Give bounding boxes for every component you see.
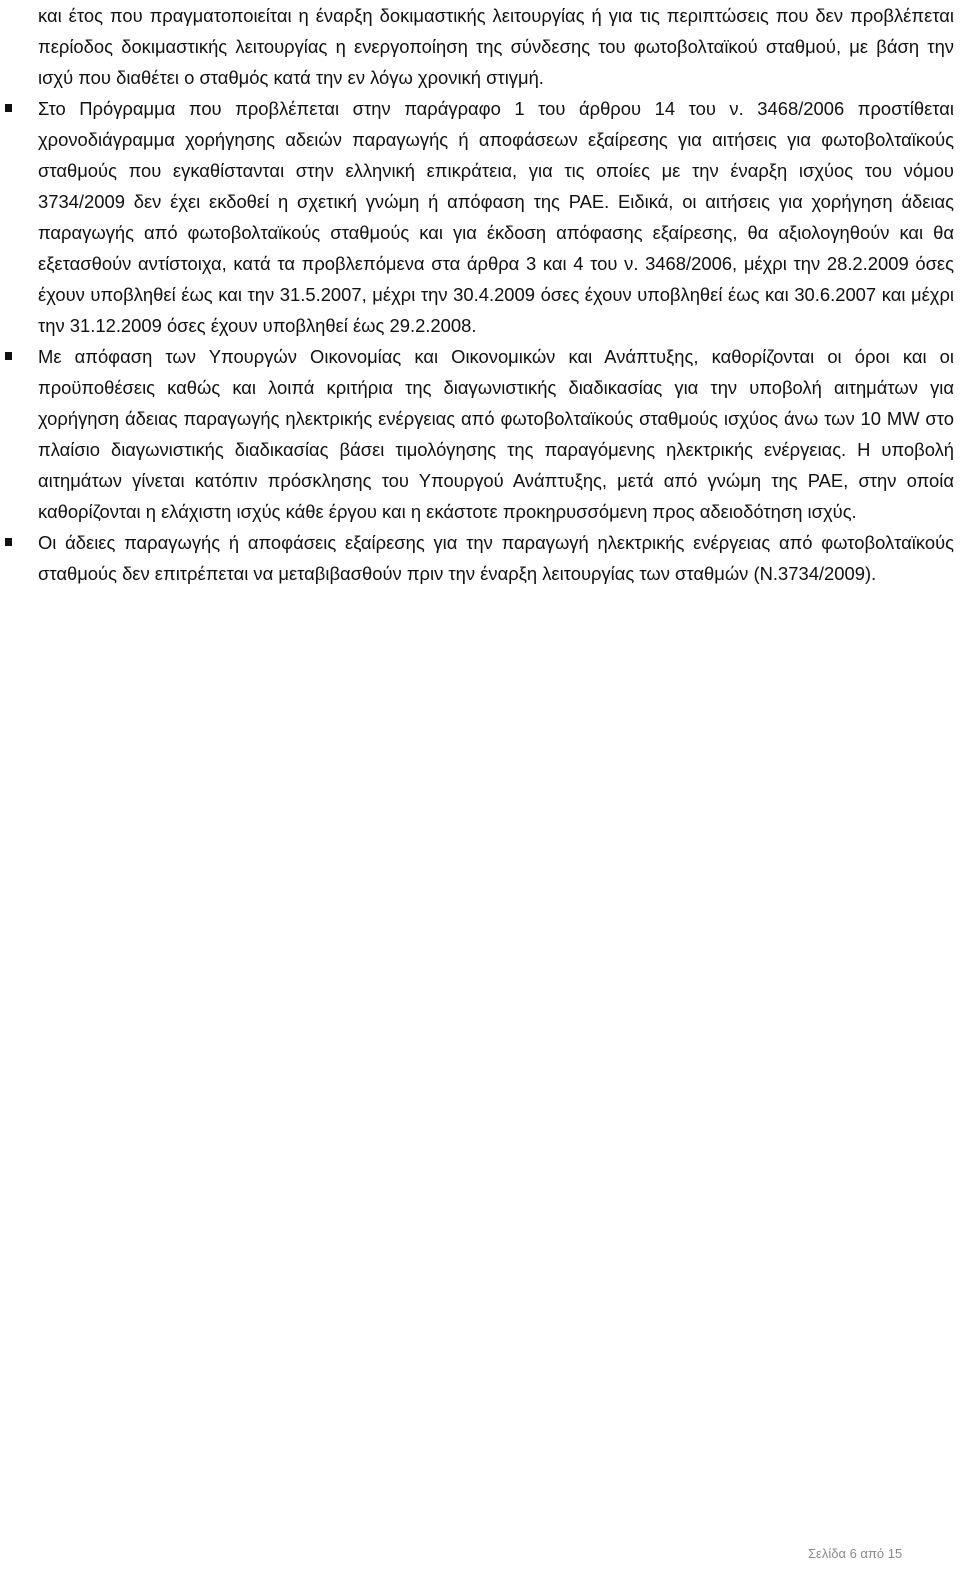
list-item <box>38 93 954 341</box>
list-item <box>38 527 954 589</box>
square-bullet-icon <box>5 538 12 546</box>
document-body <box>38 0 954 589</box>
page-number: Σελίδα 6 από 15 <box>808 1546 903 1561</box>
list-item-text: Οι άδειες παραγωγής ή αποφάσεις εξαίρεσης για την παραγωγή ηλεκτρικής ενέργειας από φωτοβολταϊκούς σταθμούς δεν επιτρέπεται να μεταβιβασθούν πριν την έναρξη λειτουργίας των σταθμών (Ν.3734/2009). <box>38 532 954 584</box>
list-item <box>38 341 954 527</box>
intro-paragraph: και έτος που πραγματοποιείται η έναρξη δοκιμαστικής λειτουργίας ή για τις περιπτώσεις που δεν προβλέπεται περίοδος δοκιμαστικής λειτουργίας η ενεργοποίηση της σύνδεσης του φωτοβολταϊκού σταθμού, με βάση την ισχύ που διαθέτει ο σταθμός κατά την εν λόγω χρονική στιγμή. <box>38 5 954 88</box>
list-item-text: Με απόφαση των Υπουργών Οικονομίας και Οικονομικών και Ανάπτυξης, καθορίζονται οι όροι και οι προϋποθέσεις καθώς και λοιπά κριτήρια της διαγωνιστικής διαδικασίας για την υποβολή αιτημάτων για χορήγηση άδειας παραγωγής ηλεκτρικής ενέργειας από φωτοβολταϊκούς σταθμούς ισχύος άνω των 10 MW στο πλαίσιο διαγωνιστικής διαδικασίας βάσει τιμολόγησης της παραγόμενης ηλεκτρικής ενέργειας. Η υποβολή αιτημάτων γίνεται κατόπιν πρόσκλησης του Υπουργού Ανάπτυξης, μετά από γνώμη της ΡΑΕ, στην οποία καθορίζονται η ελάχιστη ισχύς κάθε έργου και η εκάστοτε προκηρυσσόμενη προς αδειοδότηση ισχύς. <box>38 346 954 522</box>
square-bullet-icon <box>5 104 12 112</box>
list-item-text: Στο Πρόγραμμα που προβλέπεται στην παράγραφο 1 του άρθρου 14 του ν. 3468/2006 προστίθεται χρονοδιάγραμμα χορήγησης αδειών παραγωγής ή αποφάσεων εξαίρεσης για αιτήσεις για φωτοβολταϊκούς σταθμούς που εγκαθίστανται στην ελληνική επικράτεια, για τις οποίες με την έναρξη ισχύος του νόμου 3734/2009 δεν έχει εκδοθεί η σχετική γνώμη ή απόφαση της ΡΑΕ. Ειδικά, οι αιτήσεις για χορήγηση άδειας παραγωγής από φωτοβολταϊκούς σταθμούς και για έκδοση απόφασης εξαίρεσης, θα αξιολογηθούν και θα εξετασθούν αντίστοιχα, κατά τα προβλεπόμενα στα άρθρα 3 και 4 του ν. 3468/2006, μέχρι την 28.2.2009 όσες έχουν υποβληθεί έως και την 31.5.2007, μέχρι την 30.4.2009 όσες έχουν υποβληθεί έως και 30.6.2007 και μέχρι την 31.12.2009 όσες έχουν υποβληθεί έως 29.2.2008. <box>38 98 954 336</box>
square-bullet-icon <box>5 352 12 360</box>
